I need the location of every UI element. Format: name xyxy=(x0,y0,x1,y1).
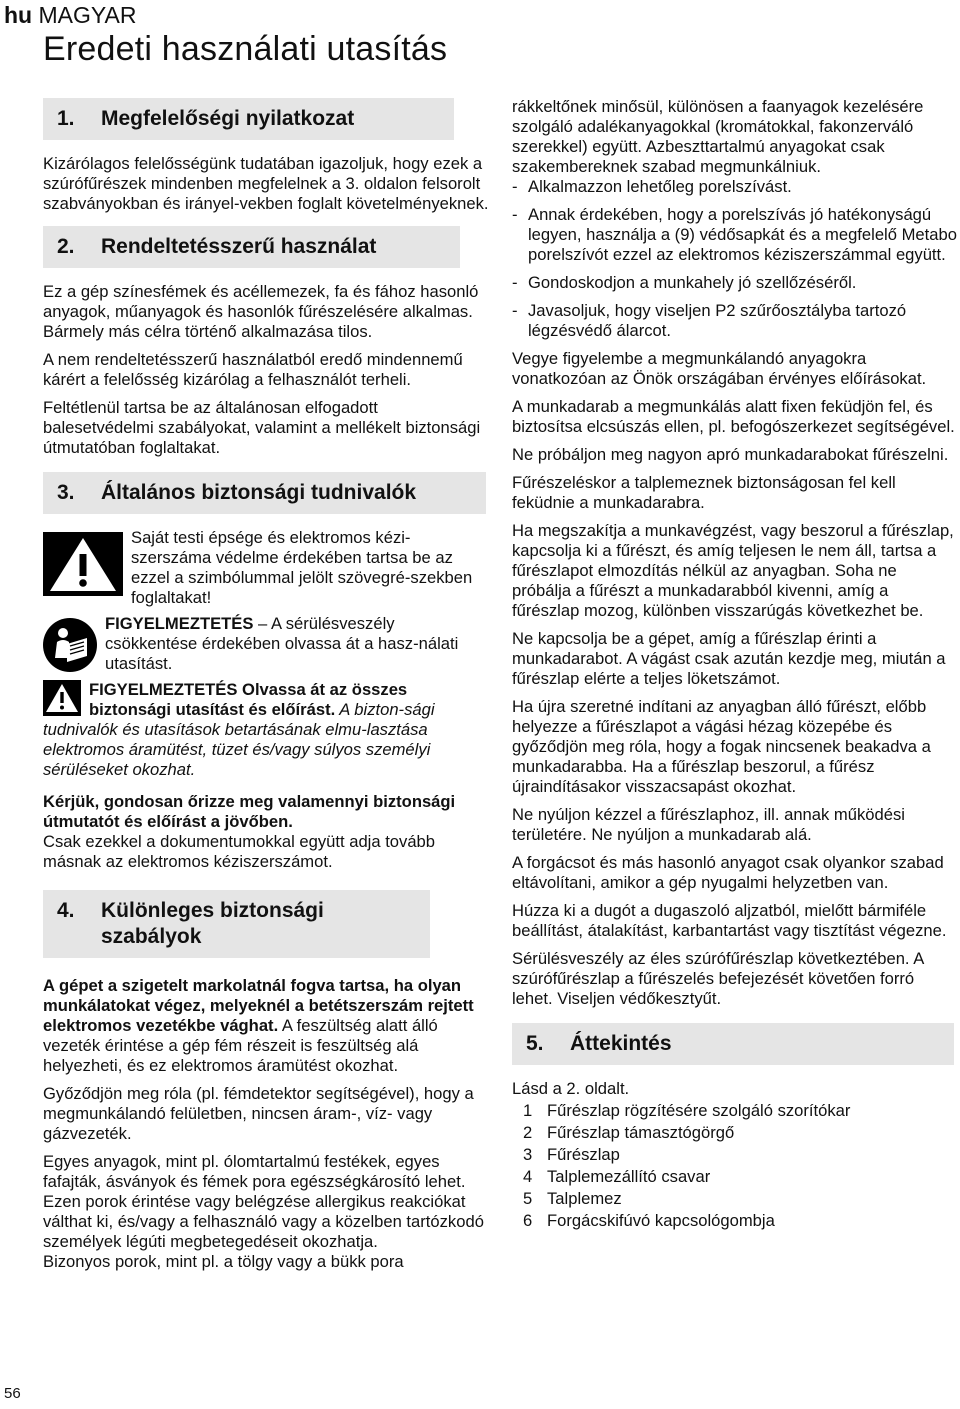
paragraph: Húzza ki a dugót a dugaszoló aljzatból, mielőtt bármiféle beállítást, átalakítást, karbantartást vagy tisztítást végezne. xyxy=(512,901,947,940)
section-4-heading xyxy=(43,890,430,958)
paragraph: Ne kapcsolja be a gépet, amíg a fűrészlap érinti a munkadarabot. A vágást csak azután kezdje meg, miután a fűrészlap elérte a teljes löketszámot. xyxy=(512,629,946,688)
item-label: Talplemez xyxy=(547,1189,622,1208)
bold-text: A gépet a szigetelt markolatnál fogva tartsa, ha olyan munkálatokat végez, melyeknél a betétszerszám rejtett elektromos vezetékbe vághat. xyxy=(43,976,474,1035)
section-2-heading xyxy=(43,226,460,268)
list-item: - Annak érdekében, hogy a porelszívás jó hatékonyságú legyen, használja a (9) védősapkát és a megfelelő Metabo porelszívót ezzel az elektromos kéziszerszámmal együtt. xyxy=(512,205,958,265)
warning-triangle-icon xyxy=(43,680,81,716)
item-label: Forgácskifúvó kapcsológombja xyxy=(547,1211,775,1230)
item-label: Fűrészlap xyxy=(547,1145,620,1164)
language-name: MAGYAR xyxy=(38,2,137,28)
section-title: Különleges biztonsági szabályok xyxy=(101,899,324,948)
section-number: 1. xyxy=(57,107,75,130)
paragraph: Lásd a 2. oldalt. xyxy=(512,1079,630,1098)
body-text: Csak ezekkel a dokumentumokkal együtt adja tovább másnak az elektromos kéziszerszámot. xyxy=(43,832,436,871)
paragraph: Ha megszakítja a munkavégzést, vagy beszorul a fűrészlap, kapcsolja ki a fűrészt, és amíg teljesen le nem áll, tartsa a fűrészlapot elmozdítás nélkül az anyagban. Soha ne próbálja a fűrészt a munkadarabból kivenni, amíg a fűrészlap mozog, különben visszarúgás következhet be. xyxy=(512,521,954,620)
warning-label: FIGYELMEZTETÉS Olvassa át az összes biztonsági utasítást és előírást. xyxy=(89,680,408,719)
warning-text: Saját testi épsége és elektromos kézi-szerszáma védelme érdekében tartsa be az ezzel a szimbólummal jelölt szövegré-szekben foglaltakat! xyxy=(131,528,473,607)
list-item: - Gondoskodjon a munkahely jó szellőzéséről. xyxy=(512,273,958,293)
warning-block-read-manual xyxy=(43,614,490,674)
overview-item xyxy=(512,1145,958,1165)
paragraph: Győződjön meg róla (pl. fémdetektor segítségével), hogy a megmunkálandó felületben, nincsen áram-, víz- vagy gázvezeték. xyxy=(43,1084,474,1143)
item-label: Talplemezállító csavar xyxy=(547,1167,711,1186)
section-title: Általános biztonsági tudnivalók xyxy=(101,481,417,504)
warning-label: FIGYELMEZTETÉS xyxy=(105,614,254,633)
paragraph: Ez a gép színesfémek és acéllemezek, fa és fához hasonló anyagok, műanyagok és hasonlók fűrészelésére alkalmas. Bármely más célra történő alkalmazása tilos. xyxy=(43,282,479,341)
right-column xyxy=(512,97,958,1231)
paragraph: Egyes anyagok, mint pl. ólomtartalmú festékek, egyes fafajták, ásványok és fémek pora egészségkárosító lehet. Ezen porok érintése vagy belégzése allergikus reakciókat válthat ki, és/vagy a felhasználó vagy a közelben tartózkodó személyek légúti megbetegedéseit okozhatja. xyxy=(43,1152,484,1251)
paragraph: A munkadarab a megmunkálás alatt fixen feküdjön fel, és biztosítsa elcsúszás ellen, pl. befogószerkezet segítségével. xyxy=(512,397,955,436)
overview-item xyxy=(512,1123,958,1143)
bold-text: Kérjük, gondosan őrizze meg valamennyi biztonsági útmutatót és előírást a jövőben. xyxy=(43,792,456,831)
overview-item xyxy=(512,1101,958,1121)
section-5-heading xyxy=(512,1023,954,1065)
item-number: 2 xyxy=(523,1123,533,1142)
section-number: 2. xyxy=(57,235,75,258)
paragraph: A forgácsot és más hasonló anyagot csak olyankor szabad eltávolítani, amikor a gép nyugalmi helyzetben van. xyxy=(512,853,944,892)
overview-item xyxy=(512,1189,958,1209)
section-number: 5. xyxy=(526,1032,544,1055)
section-number: 4. xyxy=(57,899,75,922)
paragraph: Vegye figyelembe a megmunkálandó anyagokra vonatkozóan az Önök országában érvényes előírásokat. xyxy=(512,349,927,388)
warning-block-read-all xyxy=(43,680,490,780)
section-3-heading xyxy=(43,472,486,514)
section-title: Megfelelőségi nyilatkozat xyxy=(101,107,355,130)
paragraph: Sérülésveszély az éles szúrófűrészlap következtében. A szúrófűrészlap a fűrészelés befejezését követően forró lehet. Viseljen védőkesztyűt. xyxy=(512,949,924,1008)
warning-body: A bizton-sági tudnivalók és utasítások betartásának elmu-lasztása elektromos áramütést, tüzet és/vagy súlyos személyi sérüléseket okozhat. xyxy=(43,700,435,779)
section-1-heading xyxy=(43,98,454,140)
paragraph: Fűrészeléskor a talplemeznek biztonságosan fel kell feküdnie a munkadarabra. xyxy=(512,473,896,512)
paragraph xyxy=(43,976,490,1076)
page-header xyxy=(4,2,136,29)
item-label: Fűrészlap rögzítésére szolgáló szorítókar xyxy=(547,1101,851,1120)
warning-triangle-icon xyxy=(43,528,123,600)
item-number: 6 xyxy=(523,1211,533,1230)
paragraph xyxy=(43,792,490,872)
item-label: Fűrészlap támasztógörgő xyxy=(547,1123,735,1142)
paragraph: A nem rendeltetésszerű használatból eredő mindennemű kárért a felelősség kizárólag a felhasználót terheli. xyxy=(43,350,463,389)
overview-item xyxy=(512,1211,958,1231)
item-number: 5 xyxy=(523,1189,533,1208)
section-number: 3. xyxy=(57,481,75,504)
section-title: Rendeltetésszerű használat xyxy=(101,235,377,258)
paragraph: Feltétlenül tartsa be az általánosan elfogadott balesetvédelmi szabályokat, valamint a mellékelt biztonsági útmutatóban foglaltakat. xyxy=(43,398,481,457)
warning-body: – A sérülésveszély csökkentése érdekében olvassa át a hasz-nálati utasítást. xyxy=(105,614,459,673)
paragraph: Ne próbáljon meg nagyon apró munkadarabokat fűrészelni. xyxy=(512,445,949,464)
list-item: - Alkalmazzon lehetőleg porelszívást. xyxy=(512,177,958,197)
read-manual-icon xyxy=(43,618,97,672)
paragraph: rákkeltőnek minősül, különösen a faanyagok kezelésére szolgáló adalékanyagokkal (kromátokkal, fakonzerváló szerekkel) együtt. Azbeszttartalmú anyagokat csak szakembereknek szabad megmunkálniuk. xyxy=(512,97,924,176)
paragraph: Ha újra szeretné indítani az anyagban álló fűrészt, előbb helyezze a fűrészlapot a vágási hézag közepébe és győződjön meg róla, hogy a fogak nincsenek beakadva a munkadarabba. Ha a fűrészlap beszorul, a fűrész újraindításakor visszacsapást okozhat. xyxy=(512,697,931,796)
list-item: - Javasoljuk, hogy viseljen P2 szűrőosztályba tartozó légzésvédő álarcot. xyxy=(512,301,958,341)
item-number: 3 xyxy=(523,1145,533,1164)
document-title: Eredeti használati utasítás xyxy=(43,30,448,68)
overview-item xyxy=(512,1167,958,1187)
paragraph: Bizonyos porok, mint pl. a tölgy vagy a bükk pora xyxy=(43,1252,404,1271)
paragraph: Ne nyúljon kézzel a fűrészlaphoz, ill. annak működési területére. Ne nyúljon a munkadarab alá. xyxy=(512,805,905,844)
warning-text xyxy=(105,614,490,674)
section-title: Áttekintés xyxy=(570,1032,672,1055)
language-code: hu xyxy=(4,2,33,28)
item-number: 4 xyxy=(523,1167,533,1186)
page-number: 56 xyxy=(4,1385,21,1402)
left-column xyxy=(43,98,490,1280)
warning-block-general xyxy=(43,528,490,608)
overview-list xyxy=(512,1101,958,1231)
item-number: 1 xyxy=(523,1101,533,1120)
body-text: A feszültség alatt álló vezeték érintése a gép fém részeit is feszültség alá helyezheti, és ez elektromos áramütést okozhat. xyxy=(43,1016,438,1075)
paragraph: Kizárólagos felelősségünk tudatában igazoljuk, hogy ezek a szúrófűrészek mindenben megfelelnek a 3. oldalon felsorolt szabványokban és irányel-vekben foglalt követelményeknek. xyxy=(43,154,489,213)
